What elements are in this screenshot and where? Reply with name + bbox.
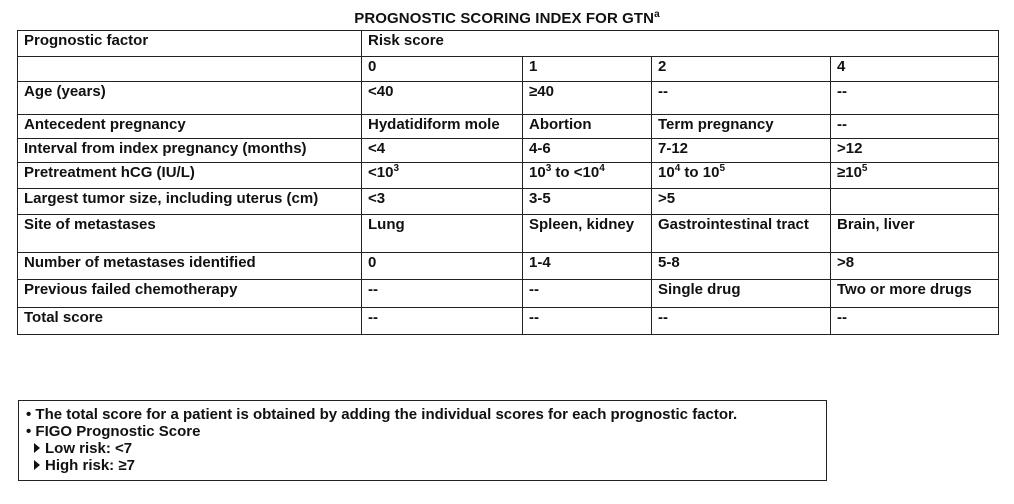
exponent: 4 [674, 163, 681, 174]
prognostic-scoring-table [17, 30, 999, 335]
factor-cell: Number of metastases identified [18, 253, 362, 280]
score-4-cell: Brain, liver [831, 215, 999, 253]
header-prognostic-factor: Prognostic factor [18, 31, 362, 57]
score-2-cell: -- [652, 82, 831, 115]
exponent: 3 [545, 163, 552, 174]
table-row [18, 163, 999, 189]
table-row [18, 139, 999, 163]
factor-cell: Total score [18, 308, 362, 335]
score-1-cell: 1-4 [523, 253, 652, 280]
note-low-risk [26, 440, 819, 457]
exponent: 5 [719, 163, 725, 174]
factor-cell: Interval from index pregnancy (months) [18, 139, 362, 163]
score-4-cell: -- [831, 82, 999, 115]
low-risk-text: Low risk: <7 [45, 440, 133, 457]
value-text: to <10 [551, 164, 600, 181]
exponent: 5 [861, 163, 868, 174]
score-1-cell: -- [523, 280, 652, 308]
factor-cell: Previous failed chemotherapy [18, 280, 362, 308]
score-0-cell: <4 [362, 139, 523, 163]
score-values-blank [18, 57, 362, 82]
note-figo-score: • FIGO Prognostic Score [26, 423, 201, 440]
score-values-row [18, 57, 999, 82]
value-text: to 10 [680, 164, 720, 181]
right-triangle-icon [34, 460, 40, 470]
score-1-cell: 4-6 [523, 139, 652, 163]
note-total-score: • The total score for a patient is obtained by adding the individual scores for each prognostic factor. [26, 406, 738, 423]
factor-cell: Pretreatment hCG (IU/L) [18, 163, 362, 189]
score-2-cell: 5-8 [652, 253, 831, 280]
note-high-risk [26, 457, 819, 474]
score-4-cell: >12 [831, 139, 999, 163]
header-row [18, 31, 999, 57]
value-text: ≥10 [837, 164, 862, 181]
value-text: 10 [658, 164, 675, 181]
factor-cell: Site of metastases [18, 215, 362, 253]
score-0-cell: 0 [362, 253, 523, 280]
score-0-cell: -- [362, 308, 523, 335]
table-row [18, 82, 999, 115]
score-value-0: 0 [362, 57, 523, 82]
exponent: 4 [599, 163, 605, 174]
score-0-cell: Hydatidiform mole [362, 115, 523, 139]
header-risk-score: Risk score [362, 31, 999, 57]
high-risk-text: High risk: ≥7 [45, 457, 135, 474]
table-row [18, 215, 999, 253]
score-value-1: 1 [523, 57, 652, 82]
value-text: 10 [529, 164, 546, 181]
value-text: <10 [368, 164, 394, 181]
table-row [18, 280, 999, 308]
score-0-cell [362, 163, 523, 189]
score-2-cell: 7-12 [652, 139, 831, 163]
score-4-cell [831, 189, 999, 215]
score-1-cell: -- [523, 308, 652, 335]
score-0-cell: <40 [362, 82, 523, 115]
score-2-cell: Term pregnancy [652, 115, 831, 139]
score-1-cell [523, 163, 652, 189]
score-2-cell [652, 163, 831, 189]
title-footnote-marker: a [654, 9, 660, 20]
table-row [18, 253, 999, 280]
score-1-cell: ≥40 [523, 82, 652, 115]
score-0-cell: <3 [362, 189, 523, 215]
score-4-cell: -- [831, 115, 999, 139]
score-2-cell: -- [652, 308, 831, 335]
factor-cell: Antecedent pregnancy [18, 115, 362, 139]
right-triangle-icon [34, 443, 40, 453]
score-2-cell: Single drug [652, 280, 831, 308]
score-2-cell: >5 [652, 189, 831, 215]
score-value-2: 2 [652, 57, 831, 82]
score-0-cell: -- [362, 280, 523, 308]
table-row [18, 115, 999, 139]
score-4-cell [831, 163, 999, 189]
score-1-cell: Abortion [523, 115, 652, 139]
score-4-cell: -- [831, 308, 999, 335]
score-1-cell: 3-5 [523, 189, 652, 215]
exponent: 3 [393, 163, 400, 174]
scoring-notes-box [18, 400, 827, 481]
score-2-cell: Gastrointestinal tract [652, 215, 831, 253]
table-title [0, 9, 1014, 27]
title-text: PROGNOSTIC SCORING INDEX FOR GTN [354, 10, 655, 27]
table-row [18, 189, 999, 215]
score-0-cell: Lung [362, 215, 523, 253]
table-row [18, 308, 999, 335]
score-1-cell: Spleen, kidney [523, 215, 652, 253]
score-4-cell: >8 [831, 253, 999, 280]
factor-cell: Age (years) [18, 82, 362, 115]
factor-cell: Largest tumor size, including uterus (cm) [18, 189, 362, 215]
score-4-cell: Two or more drugs [831, 280, 999, 308]
score-value-4: 4 [831, 57, 999, 82]
